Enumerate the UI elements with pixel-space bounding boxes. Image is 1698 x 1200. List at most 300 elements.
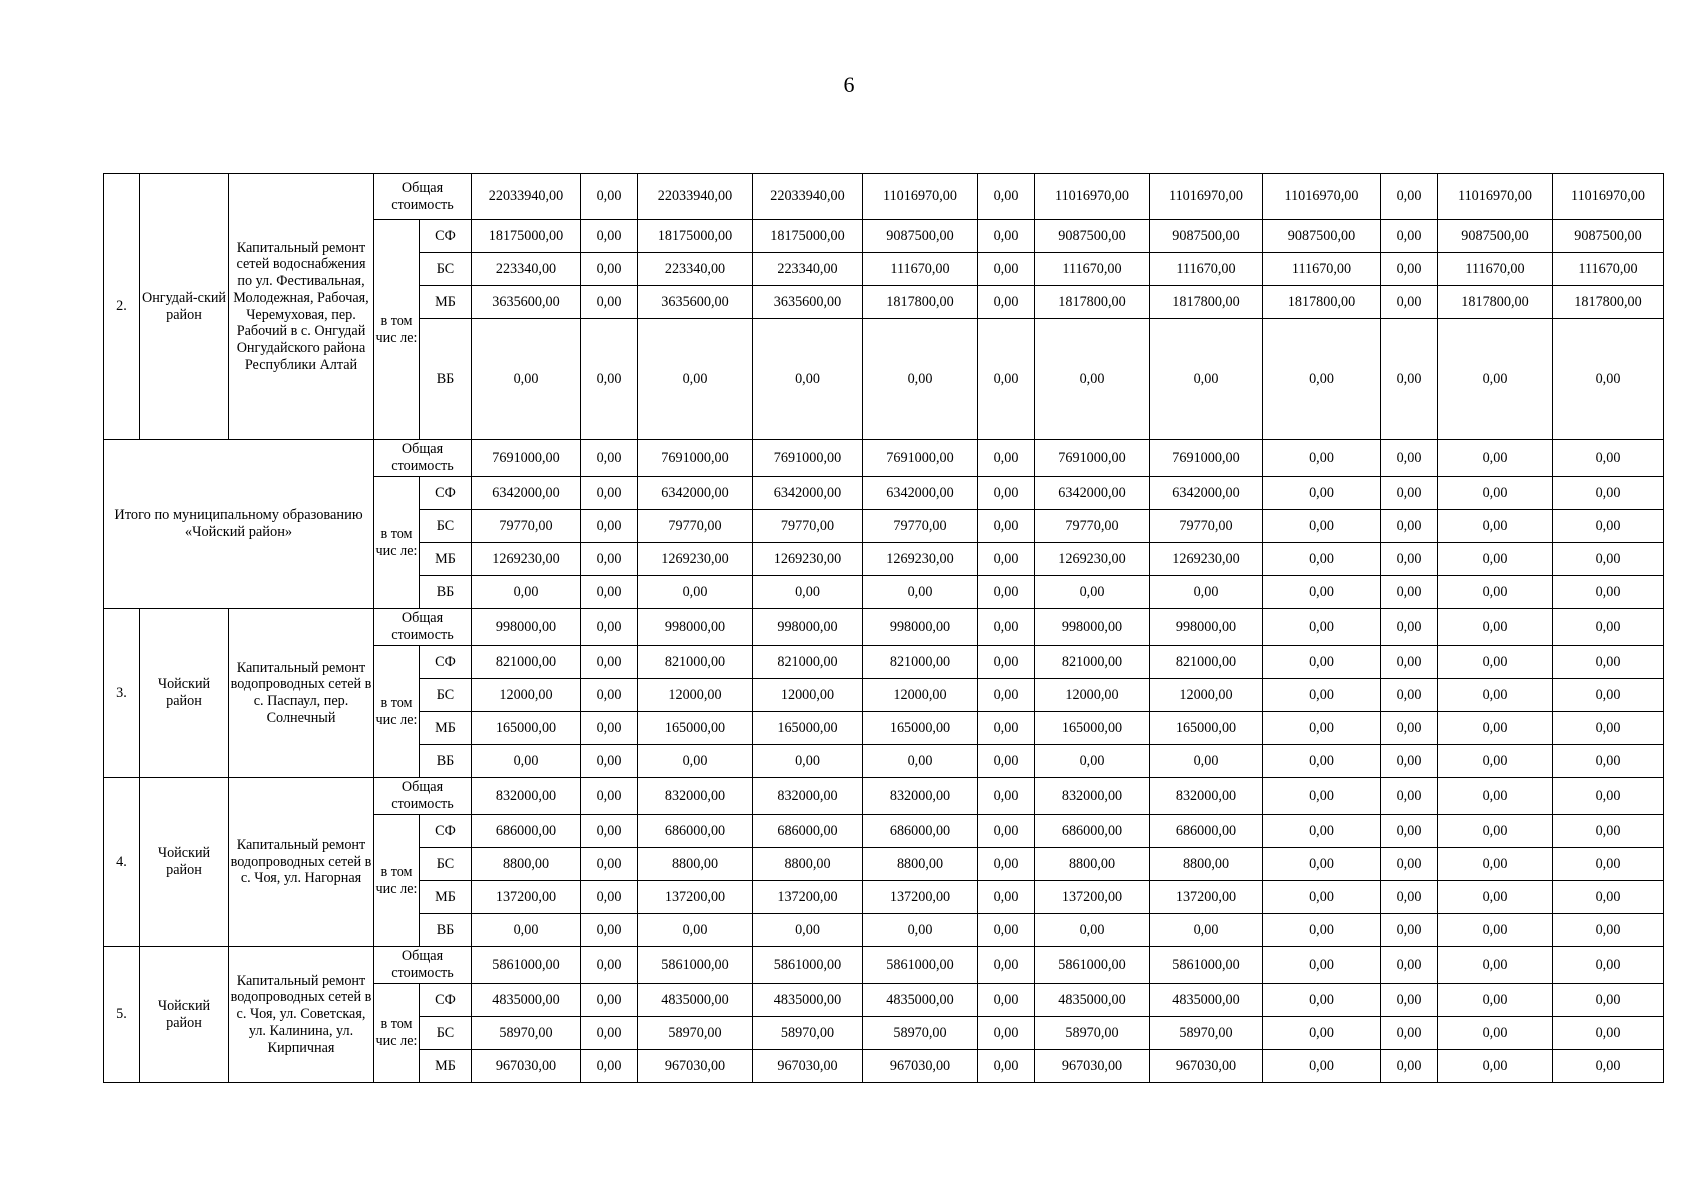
value-cell: 0,00	[978, 440, 1035, 477]
value-cell: 0,00	[1381, 543, 1438, 576]
funding-source-label: ВБ	[420, 319, 472, 440]
value-cell: 137200,00	[472, 881, 581, 914]
value-cell: 0,00	[638, 319, 753, 440]
value-cell: 22033940,00	[753, 174, 863, 220]
value-cell: 686000,00	[638, 815, 753, 848]
value-cell: 0,00	[581, 543, 638, 576]
value-cell: 1269230,00	[1150, 543, 1263, 576]
row-number: 2.	[104, 174, 140, 440]
table-row	[104, 174, 1664, 220]
value-cell: 0,00	[1263, 947, 1381, 984]
value-cell: 0,00	[1381, 646, 1438, 679]
value-cell: 0,00	[581, 1050, 638, 1083]
value-cell: 0,00	[1381, 1017, 1438, 1050]
value-cell: 0,00	[753, 319, 863, 440]
value-cell: 0,00	[1438, 543, 1553, 576]
value-cell: 0,00	[1381, 609, 1438, 646]
value-cell: 0,00	[1381, 319, 1438, 440]
value-cell: 0,00	[1035, 576, 1150, 609]
value-cell: 0,00	[1150, 319, 1263, 440]
value-cell: 0,00	[1553, 914, 1664, 947]
value-cell: 0,00	[1553, 510, 1664, 543]
value-cell: 22033940,00	[472, 174, 581, 220]
value-cell: 0,00	[1381, 253, 1438, 286]
value-cell: 0,00	[863, 319, 978, 440]
value-cell: 0,00	[1150, 914, 1263, 947]
value-cell: 0,00	[978, 253, 1035, 286]
value-cell: 4835000,00	[863, 984, 978, 1017]
value-cell: 0,00	[581, 440, 638, 477]
value-cell: 0,00	[1553, 848, 1664, 881]
value-cell: 0,00	[472, 319, 581, 440]
value-cell: 0,00	[1553, 947, 1664, 984]
value-cell: 137200,00	[638, 881, 753, 914]
value-cell: 0,00	[581, 712, 638, 745]
object-name: Капитальный ремонт водопроводных сетей в с. Паспаул, пер. Солнечный	[229, 609, 374, 778]
value-cell: 0,00	[1438, 848, 1553, 881]
value-cell: 58970,00	[1035, 1017, 1150, 1050]
value-cell: 9087500,00	[863, 220, 978, 253]
value-cell: 18175000,00	[472, 220, 581, 253]
value-cell: 0,00	[1263, 319, 1381, 440]
value-cell: 5861000,00	[1150, 947, 1263, 984]
value-cell: 821000,00	[638, 646, 753, 679]
value-cell: 12000,00	[472, 679, 581, 712]
value-cell: 1817800,00	[1553, 286, 1664, 319]
value-cell: 0,00	[1381, 679, 1438, 712]
value-cell: 6342000,00	[638, 477, 753, 510]
value-cell: 0,00	[1553, 745, 1664, 778]
funding-source-label: ВБ	[420, 576, 472, 609]
value-cell: 0,00	[1381, 947, 1438, 984]
funding-source-label: БС	[420, 679, 472, 712]
value-cell: 79770,00	[863, 510, 978, 543]
value-cell: 0,00	[1263, 848, 1381, 881]
value-cell: 8800,00	[638, 848, 753, 881]
value-cell: 0,00	[1553, 609, 1664, 646]
value-cell: 0,00	[1553, 477, 1664, 510]
value-cell: 1269230,00	[753, 543, 863, 576]
value-cell: 832000,00	[863, 778, 978, 815]
value-cell: 0,00	[1438, 576, 1553, 609]
value-cell: 0,00	[1381, 881, 1438, 914]
value-cell: 0,00	[1381, 440, 1438, 477]
value-cell: 0,00	[978, 1017, 1035, 1050]
value-cell: 821000,00	[1035, 646, 1150, 679]
value-cell: 0,00	[581, 319, 638, 440]
value-cell: 9087500,00	[1150, 220, 1263, 253]
value-cell: 0,00	[1035, 319, 1150, 440]
value-cell: 0,00	[1263, 609, 1381, 646]
value-cell: 832000,00	[638, 778, 753, 815]
including-label: в том чис ле:	[374, 477, 420, 609]
funding-source-label: МБ	[420, 543, 472, 576]
object-name: Капитальный ремонт водопроводных сетей в с. Чоя, ул. Нагорная	[229, 778, 374, 947]
value-cell: 0,00	[1263, 510, 1381, 543]
value-cell: 0,00	[581, 510, 638, 543]
value-cell: 0,00	[863, 745, 978, 778]
value-cell: 9087500,00	[1553, 220, 1664, 253]
value-cell: 998000,00	[753, 609, 863, 646]
value-cell: 9087500,00	[1438, 220, 1553, 253]
value-cell: 3635600,00	[472, 286, 581, 319]
value-cell: 137200,00	[863, 881, 978, 914]
including-label: в том чис ле:	[374, 646, 420, 778]
value-cell: 0,00	[1150, 745, 1263, 778]
value-cell: 11016970,00	[1035, 174, 1150, 220]
value-cell: 8800,00	[863, 848, 978, 881]
value-cell: 1269230,00	[638, 543, 753, 576]
value-cell: 0,00	[1263, 712, 1381, 745]
value-cell: 0,00	[581, 220, 638, 253]
value-cell: 0,00	[581, 1017, 638, 1050]
value-cell: 111670,00	[1150, 253, 1263, 286]
total-cost-label: Общая стоимость	[374, 174, 472, 220]
value-cell: 137200,00	[753, 881, 863, 914]
value-cell: 0,00	[1438, 984, 1553, 1017]
value-cell: 12000,00	[753, 679, 863, 712]
value-cell: 0,00	[1553, 543, 1664, 576]
value-cell: 0,00	[1381, 712, 1438, 745]
funding-source-label: БС	[420, 253, 472, 286]
value-cell: 6342000,00	[1035, 477, 1150, 510]
value-cell: 0,00	[638, 745, 753, 778]
value-cell: 8800,00	[472, 848, 581, 881]
value-cell: 967030,00	[1035, 1050, 1150, 1083]
value-cell: 0,00	[1438, 679, 1553, 712]
value-cell: 0,00	[1263, 679, 1381, 712]
value-cell: 0,00	[1438, 712, 1553, 745]
value-cell: 0,00	[638, 914, 753, 947]
funding-source-label: БС	[420, 1017, 472, 1050]
value-cell: 0,00	[581, 881, 638, 914]
value-cell: 0,00	[978, 778, 1035, 815]
value-cell: 0,00	[978, 679, 1035, 712]
table-row	[104, 609, 1664, 646]
value-cell: 3635600,00	[753, 286, 863, 319]
value-cell: 0,00	[472, 914, 581, 947]
value-cell: 967030,00	[472, 1050, 581, 1083]
value-cell: 7691000,00	[1150, 440, 1263, 477]
value-cell: 821000,00	[1150, 646, 1263, 679]
value-cell: 0,00	[753, 576, 863, 609]
value-cell: 686000,00	[753, 815, 863, 848]
district-name: Чойский район	[140, 609, 229, 778]
value-cell: 998000,00	[1150, 609, 1263, 646]
value-cell: 8800,00	[753, 848, 863, 881]
value-cell: 0,00	[863, 914, 978, 947]
value-cell: 0,00	[1553, 815, 1664, 848]
row-number: 5.	[104, 947, 140, 1083]
value-cell: 0,00	[1381, 174, 1438, 220]
value-cell: 0,00	[1263, 914, 1381, 947]
total-cost-label: Общая стоимость	[374, 778, 472, 815]
value-cell: 1817800,00	[863, 286, 978, 319]
value-cell: 686000,00	[472, 815, 581, 848]
value-cell: 9087500,00	[1263, 220, 1381, 253]
value-cell: 0,00	[978, 881, 1035, 914]
value-cell: 0,00	[978, 848, 1035, 881]
table-row	[104, 778, 1664, 815]
value-cell: 6342000,00	[753, 477, 863, 510]
value-cell: 1817800,00	[1438, 286, 1553, 319]
value-cell: 0,00	[1035, 914, 1150, 947]
value-cell: 111670,00	[1035, 253, 1150, 286]
value-cell: 79770,00	[638, 510, 753, 543]
value-cell: 58970,00	[863, 1017, 978, 1050]
value-cell: 0,00	[581, 848, 638, 881]
value-cell: 0,00	[1438, 510, 1553, 543]
value-cell: 998000,00	[1035, 609, 1150, 646]
value-cell: 7691000,00	[863, 440, 978, 477]
value-cell: 18175000,00	[638, 220, 753, 253]
value-cell: 0,00	[1263, 984, 1381, 1017]
value-cell: 0,00	[581, 815, 638, 848]
value-cell: 0,00	[1381, 984, 1438, 1017]
value-cell: 0,00	[1438, 881, 1553, 914]
value-cell: 0,00	[978, 646, 1035, 679]
funding-source-label: СФ	[420, 646, 472, 679]
value-cell: 0,00	[978, 576, 1035, 609]
value-cell: 1817800,00	[1035, 286, 1150, 319]
value-cell: 165000,00	[1035, 712, 1150, 745]
value-cell: 8800,00	[1150, 848, 1263, 881]
funding-source-label: СФ	[420, 477, 472, 510]
value-cell: 4835000,00	[753, 984, 863, 1017]
page-number: 6	[843, 72, 855, 97]
value-cell: 5861000,00	[863, 947, 978, 984]
funding-source-label: МБ	[420, 286, 472, 319]
value-cell: 0,00	[472, 576, 581, 609]
value-cell: 223340,00	[638, 253, 753, 286]
value-cell: 6342000,00	[472, 477, 581, 510]
value-cell: 1269230,00	[472, 543, 581, 576]
value-cell: 967030,00	[1150, 1050, 1263, 1083]
value-cell: 0,00	[978, 947, 1035, 984]
value-cell: 686000,00	[1150, 815, 1263, 848]
value-cell: 58970,00	[753, 1017, 863, 1050]
including-label: в том чис ле:	[374, 815, 420, 947]
value-cell: 998000,00	[863, 609, 978, 646]
value-cell: 111670,00	[1263, 253, 1381, 286]
value-cell: 4835000,00	[1035, 984, 1150, 1017]
value-cell: 79770,00	[1035, 510, 1150, 543]
value-cell: 0,00	[1553, 984, 1664, 1017]
value-cell: 12000,00	[863, 679, 978, 712]
value-cell: 0,00	[1263, 815, 1381, 848]
value-cell: 0,00	[978, 319, 1035, 440]
value-cell: 686000,00	[863, 815, 978, 848]
value-cell: 58970,00	[638, 1017, 753, 1050]
total-label: Итого по муниципальному образованию «Чойский район»	[104, 440, 374, 609]
value-cell: 7691000,00	[472, 440, 581, 477]
value-cell: 967030,00	[753, 1050, 863, 1083]
value-cell: 12000,00	[1150, 679, 1263, 712]
value-cell: 165000,00	[472, 712, 581, 745]
value-cell: 4835000,00	[472, 984, 581, 1017]
value-cell: 0,00	[1553, 778, 1664, 815]
value-cell: 0,00	[1263, 646, 1381, 679]
value-cell: 0,00	[581, 745, 638, 778]
value-cell: 0,00	[1263, 745, 1381, 778]
value-cell: 137200,00	[1035, 881, 1150, 914]
funding-source-label: МБ	[420, 881, 472, 914]
value-cell: 223340,00	[472, 253, 581, 286]
value-cell: 1269230,00	[863, 543, 978, 576]
value-cell: 18175000,00	[753, 220, 863, 253]
value-cell: 79770,00	[1150, 510, 1263, 543]
value-cell: 0,00	[1381, 510, 1438, 543]
value-cell: 0,00	[1263, 440, 1381, 477]
table-row	[104, 947, 1664, 984]
value-cell: 0,00	[978, 712, 1035, 745]
value-cell: 0,00	[978, 510, 1035, 543]
value-cell: 0,00	[1553, 1017, 1664, 1050]
value-cell: 0,00	[581, 646, 638, 679]
value-cell: 1817800,00	[1150, 286, 1263, 319]
value-cell: 0,00	[1438, 778, 1553, 815]
value-cell: 0,00	[1263, 1050, 1381, 1083]
value-cell: 11016970,00	[1438, 174, 1553, 220]
value-cell: 137200,00	[1150, 881, 1263, 914]
value-cell: 0,00	[581, 253, 638, 286]
value-cell: 12000,00	[1035, 679, 1150, 712]
value-cell: 0,00	[581, 477, 638, 510]
value-cell: 0,00	[581, 914, 638, 947]
value-cell: 0,00	[1438, 477, 1553, 510]
value-cell: 11016970,00	[863, 174, 978, 220]
value-cell: 0,00	[1035, 745, 1150, 778]
value-cell: 0,00	[978, 174, 1035, 220]
value-cell: 11016970,00	[1263, 174, 1381, 220]
value-cell: 832000,00	[1150, 778, 1263, 815]
value-cell: 0,00	[978, 984, 1035, 1017]
value-cell: 58970,00	[1150, 1017, 1263, 1050]
value-cell: 6342000,00	[863, 477, 978, 510]
value-cell: 165000,00	[638, 712, 753, 745]
value-cell: 0,00	[1381, 815, 1438, 848]
value-cell: 111670,00	[1553, 253, 1664, 286]
value-cell: 0,00	[1438, 914, 1553, 947]
value-cell: 686000,00	[1035, 815, 1150, 848]
funding-source-label: МБ	[420, 712, 472, 745]
value-cell: 0,00	[978, 543, 1035, 576]
value-cell: 832000,00	[472, 778, 581, 815]
value-cell: 0,00	[1263, 477, 1381, 510]
value-cell: 79770,00	[753, 510, 863, 543]
value-cell: 0,00	[863, 576, 978, 609]
district-name: Чойский район	[140, 778, 229, 947]
value-cell: 9087500,00	[1035, 220, 1150, 253]
value-cell: 0,00	[978, 477, 1035, 510]
value-cell: 0,00	[1381, 848, 1438, 881]
table-row	[104, 440, 1664, 477]
funding-source-label: ВБ	[420, 745, 472, 778]
value-cell: 0,00	[1381, 286, 1438, 319]
value-cell: 821000,00	[753, 646, 863, 679]
value-cell: 5861000,00	[472, 947, 581, 984]
total-cost-label: Общая стоимость	[374, 609, 472, 646]
value-cell: 111670,00	[863, 253, 978, 286]
funding-source-label: СФ	[420, 815, 472, 848]
row-number: 3.	[104, 609, 140, 778]
total-cost-label: Общая стоимость	[374, 440, 472, 477]
value-cell: 0,00	[1438, 745, 1553, 778]
value-cell: 0,00	[978, 609, 1035, 646]
value-cell: 0,00	[753, 745, 863, 778]
financing-table	[103, 173, 1664, 1083]
value-cell: 0,00	[1553, 319, 1664, 440]
value-cell: 0,00	[581, 778, 638, 815]
value-cell: 832000,00	[1035, 778, 1150, 815]
value-cell: 7691000,00	[753, 440, 863, 477]
value-cell: 0,00	[472, 745, 581, 778]
value-cell: 821000,00	[472, 646, 581, 679]
value-cell: 1817800,00	[1263, 286, 1381, 319]
value-cell: 0,00	[978, 745, 1035, 778]
value-cell: 0,00	[1438, 1017, 1553, 1050]
including-label: в том чис ле:	[374, 220, 420, 440]
value-cell: 11016970,00	[1150, 174, 1263, 220]
value-cell: 0,00	[1381, 1050, 1438, 1083]
value-cell: 0,00	[978, 914, 1035, 947]
value-cell: 0,00	[1438, 1050, 1553, 1083]
value-cell: 58970,00	[472, 1017, 581, 1050]
value-cell: 832000,00	[753, 778, 863, 815]
value-cell: 0,00	[581, 286, 638, 319]
value-cell: 821000,00	[863, 646, 978, 679]
value-cell: 0,00	[1553, 440, 1664, 477]
including-label: в том чис ле:	[374, 984, 420, 1083]
value-cell: 0,00	[1553, 646, 1664, 679]
value-cell: 0,00	[1263, 543, 1381, 576]
value-cell: 0,00	[1438, 609, 1553, 646]
value-cell: 79770,00	[472, 510, 581, 543]
value-cell: 7691000,00	[1035, 440, 1150, 477]
value-cell: 0,00	[1553, 576, 1664, 609]
value-cell: 7691000,00	[638, 440, 753, 477]
value-cell: 0,00	[1381, 914, 1438, 947]
value-cell: 22033940,00	[638, 174, 753, 220]
funding-source-label: МБ	[420, 1050, 472, 1083]
value-cell: 4835000,00	[638, 984, 753, 1017]
value-cell: 0,00	[1263, 576, 1381, 609]
value-cell: 165000,00	[863, 712, 978, 745]
value-cell: 5861000,00	[638, 947, 753, 984]
value-cell: 0,00	[1553, 712, 1664, 745]
funding-source-label: СФ	[420, 220, 472, 253]
district-name: Чойский район	[140, 947, 229, 1083]
object-name: Капитальный ремонт сетей водоснабжения по ул. Фестивальная, Молодежная, Рабочая, Черемуховая, пер. Рабочий в с. Онгудай Онгудайского района Республики Алтай	[229, 174, 374, 440]
value-cell: 0,00	[978, 220, 1035, 253]
value-cell: 0,00	[1438, 646, 1553, 679]
value-cell: 165000,00	[753, 712, 863, 745]
total-cost-label: Общая стоимость	[374, 947, 472, 984]
value-cell: 0,00	[978, 1050, 1035, 1083]
value-cell: 0,00	[1381, 477, 1438, 510]
value-cell: 165000,00	[1150, 712, 1263, 745]
value-cell: 1269230,00	[1035, 543, 1150, 576]
value-cell: 0,00	[1438, 947, 1553, 984]
value-cell: 12000,00	[638, 679, 753, 712]
value-cell: 0,00	[978, 815, 1035, 848]
value-cell: 8800,00	[1035, 848, 1150, 881]
value-cell: 11016970,00	[1553, 174, 1664, 220]
value-cell: 0,00	[1263, 778, 1381, 815]
value-cell: 0,00	[1150, 576, 1263, 609]
value-cell: 6342000,00	[1150, 477, 1263, 510]
district-name: Онгудай-ский район	[140, 174, 229, 440]
